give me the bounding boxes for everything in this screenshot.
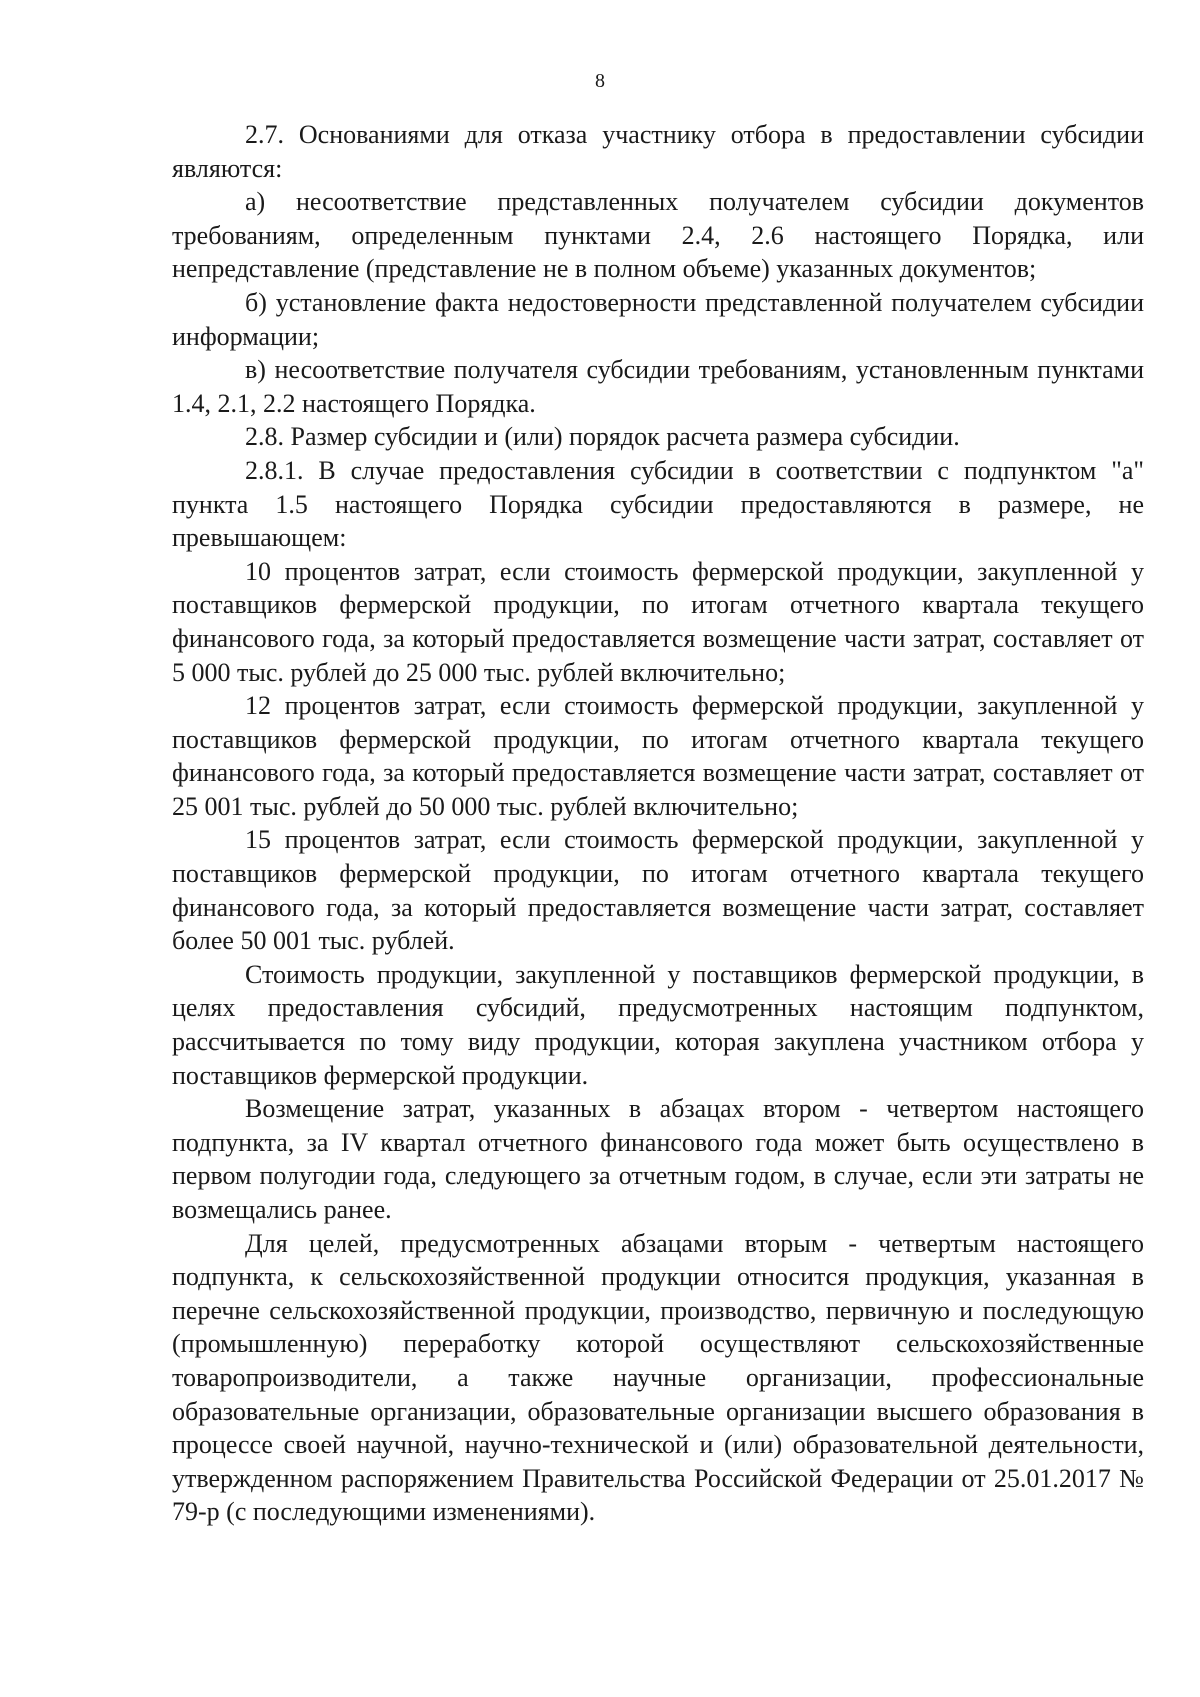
paragraph-2-7: 2.7. Основаниями для отказа участнику отбора в предоставлении субсидии являются:	[172, 120, 1144, 183]
paragraph-item-v: в) несоответствие получателя субсидии требованиям, установленным пунктами 1.4, 2.1, 2.2 настоящего Порядка.	[172, 355, 1144, 418]
paragraph-item-a: а) несоответствие представленных получателем субсидии документов требованиям, определенным пунктами 2.4, 2.6 настоящего Порядка, или непредставление (представление не в полном объеме) указанных документов;	[172, 187, 1144, 284]
paragraph-reimbursement: Возмещение затрат, указанных в абзацах втором - четвертом настоящего подпункта, за IV квартал отчетного финансового года может быть осуществлено в первом полугодии года, следующего за отчетным годом, в случае, если эти затраты не возмещались ранее.	[172, 1094, 1144, 1224]
paragraph-12-percent: 12 процентов затрат, если стоимость фермерской продукции, закупленной у поставщиков фермерской продукции, по итогам отчетного квартала текущего финансового года, за который предоставляется возмещение части затрат, составляет от 25 001 тыс. рублей до 50 000 тыс. рублей включительно;	[172, 691, 1144, 821]
paragraph-15-percent: 15 процентов затрат, если стоимость фермерской продукции, закупленной у поставщиков фермерской продукции, по итогам отчетного квартала текущего финансового года, за который предоставляется возмещение части затрат, составляет более 50 001 тыс. рублей.	[172, 825, 1144, 956]
paragraph-2-8: 2.8. Размер субсидии и (или) порядок расчета размера субсидии.	[245, 422, 960, 452]
document-body	[172, 118, 1144, 1529]
page-number: 8	[595, 70, 605, 92]
paragraph-item-b: б) установление факта недостоверности представленной получателем субсидии информации;	[172, 287, 1144, 351]
paragraph-agricultural-products: Для целей, предусмотренных абзацами вторым - четвертым настоящего подпункта, к сельскохозяйственной продукции относится продукция, указанная в перечне сельскохозяйственной продукции, производство, первичную и последующую (промышленную) переработку которой осуществляют сельскохозяйственные товаропроизводители, а также научные организации, профессиональные образовательные организации, образовательные организации высшего образования в процессе своей научной, научно-технической и (или) образовательной деятельности, утвержденном распоряжением Правительства Российской Федерации от 25.01.2017 № 79-р (с последующими изменениями).	[172, 1228, 1144, 1527]
paragraph-cost-of-products: Стоимость продукции, закупленной у поставщиков фермерской продукции, в целях предоставления субсидий, предусмотренных настоящим подпунктом, рассчитывается по тому виду продукции, которая закуплена участником отбора у поставщиков фермерской продукции.	[172, 959, 1144, 1090]
paragraph-10-percent: 10 процентов затрат, если стоимость фермерской продукции, закупленной у поставщиков фермерской продукции, по итогам отчетного квартала текущего финансового года, за который предоставляется возмещение части затрат, составляет от 5 000 тыс. рублей до 25 000 тыс. рублей включительно;	[172, 556, 1144, 687]
paragraph-2-8-1: 2.8.1. В случае предоставления субсидии в соответствии с подпунктом "а" пункта 1.5 настоящего Порядка субсидии предоставляются в размере, не превышающем:	[172, 455, 1144, 553]
